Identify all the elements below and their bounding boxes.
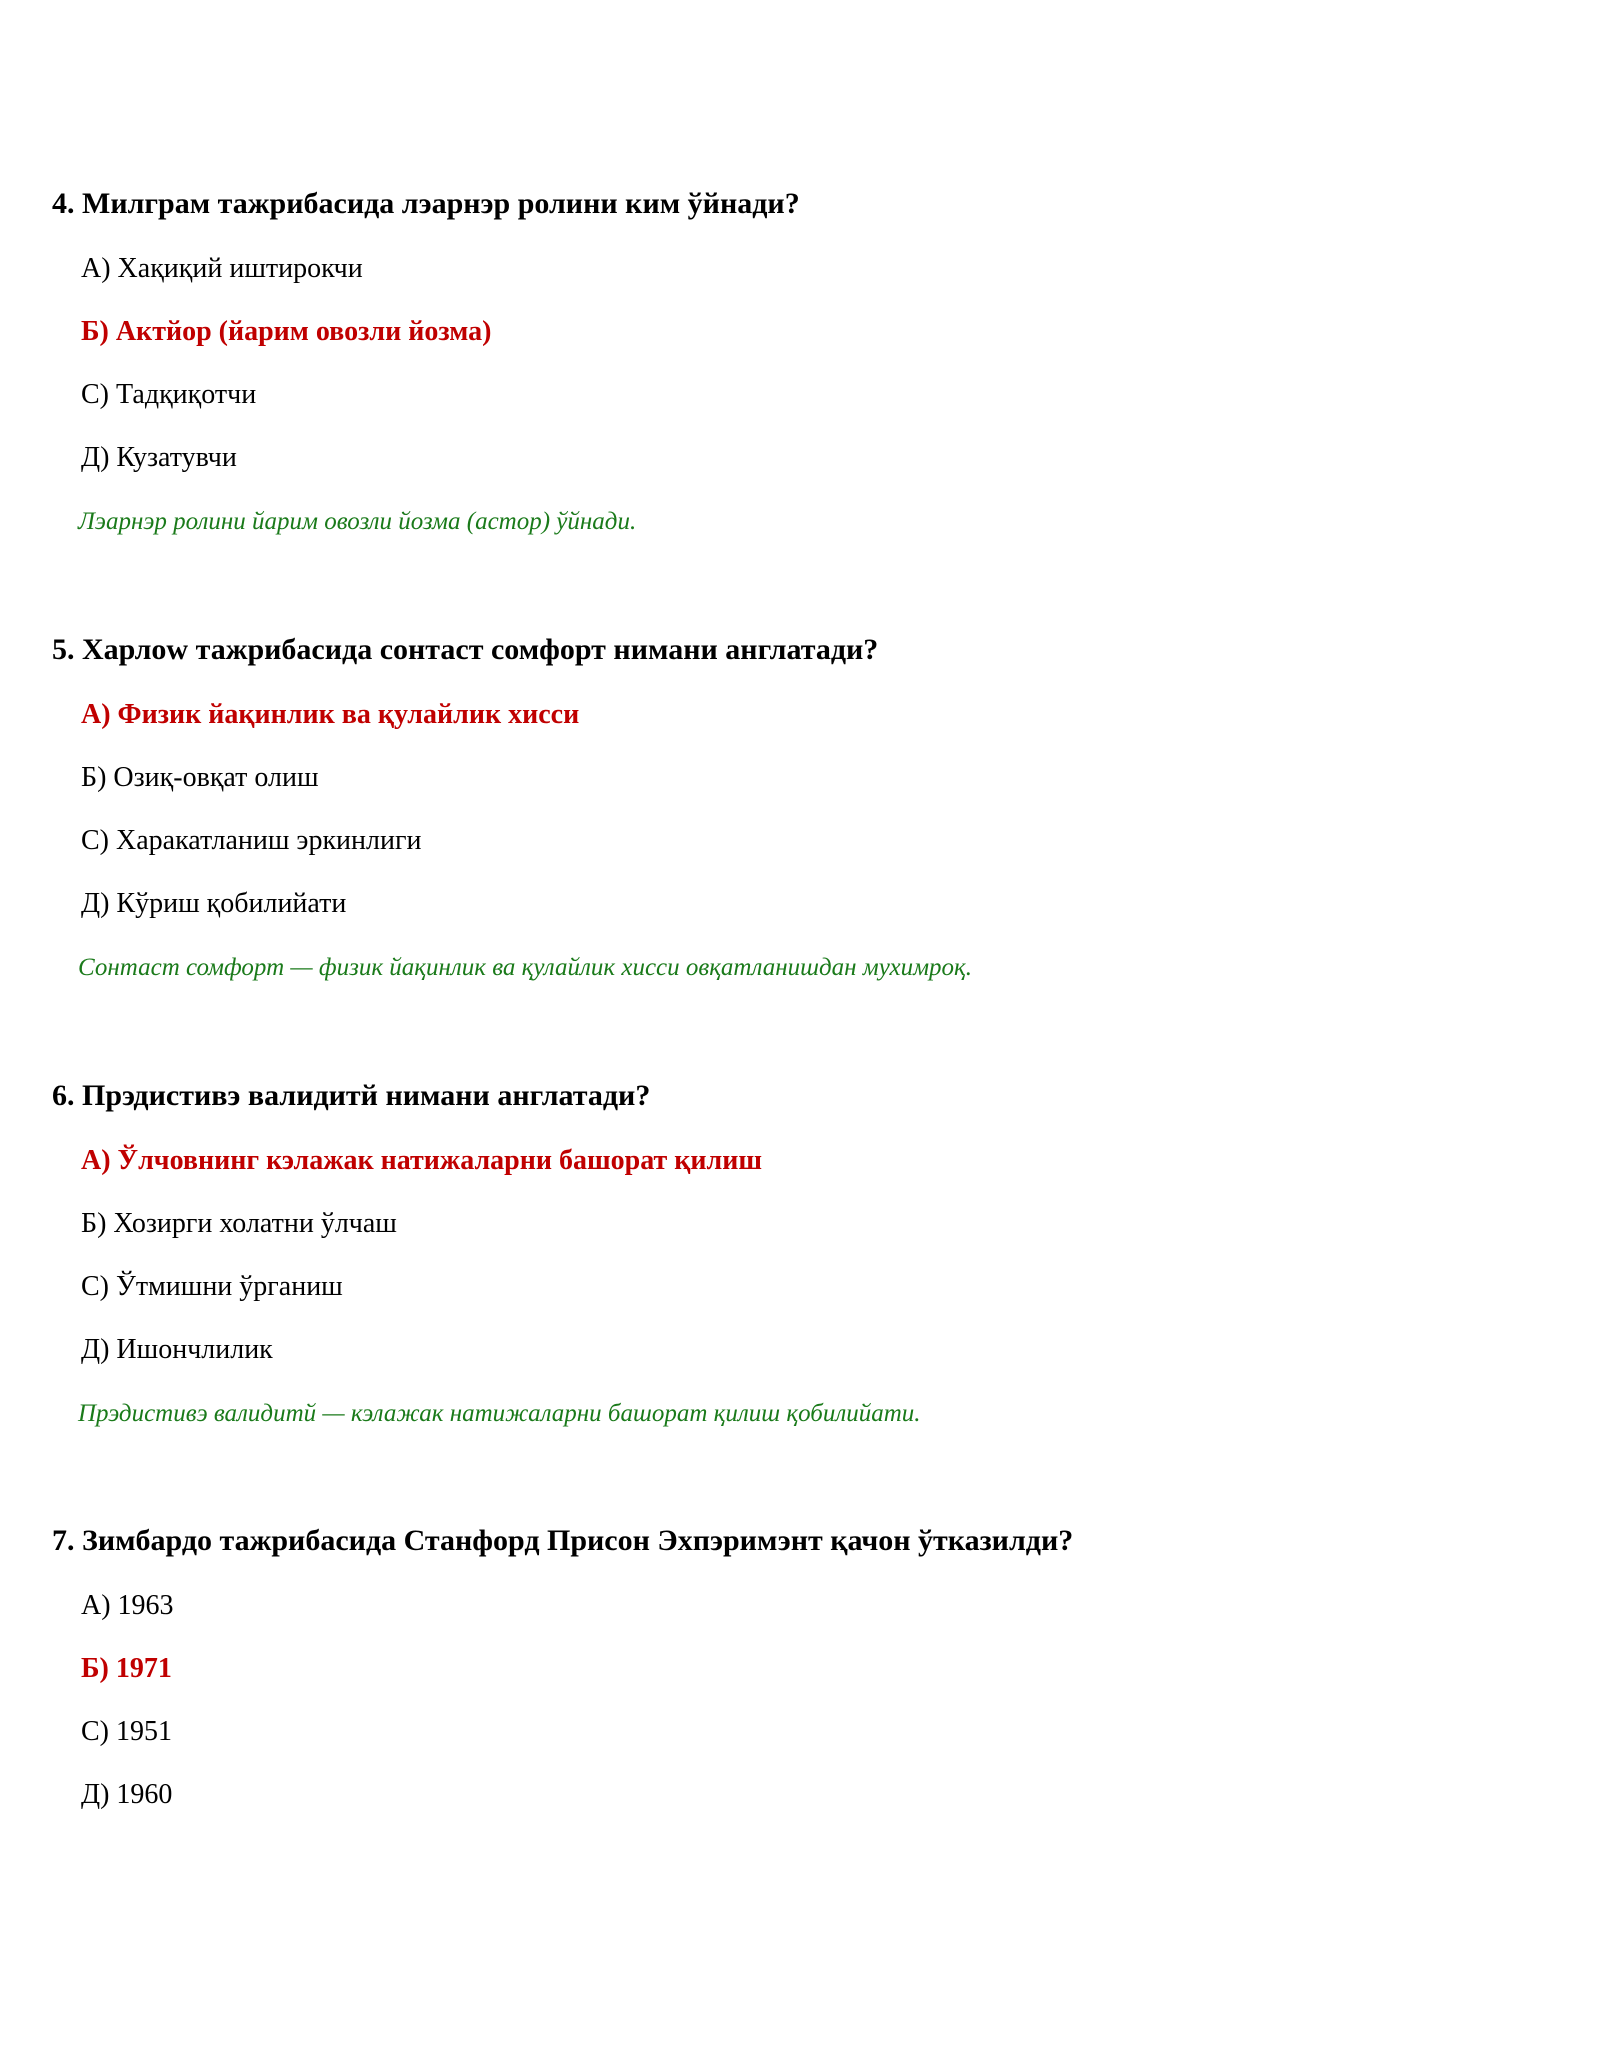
answer-option-b-correct: Б) 1971 xyxy=(81,1653,172,1684)
answer-option-d: Д) Ишончлилик xyxy=(81,1334,273,1365)
answer-option-a-correct: A) Ўлчовнинг кэлажак натижаларни башорат қилиш xyxy=(81,1145,763,1176)
answer-option-d: Д) Кузатувчи xyxy=(81,442,237,473)
answer-explanation: Сонтаст сомфорт — физик йақинлик ва қулайлик хисси овқатланишдан мухимроқ. xyxy=(78,954,972,981)
question-title: 5. Харлоw тажрибасида сонтаст сомфорт нимани англатади? xyxy=(52,633,879,666)
answer-option-c: С) Тадқиқотчи xyxy=(81,379,257,410)
answer-explanation: Лэарнэр ролини йарим овозли йозма (астор) ўйнади. xyxy=(78,508,637,535)
answer-option-b: Б) Озиқ-овқат олиш xyxy=(81,762,319,793)
answer-option-c: С) Харакатланиш эркинлиги xyxy=(81,825,422,856)
answer-option-a: A) 1963 xyxy=(81,1590,174,1621)
answer-option-a-correct: A) Физик йақинлик ва қулайлик хисси xyxy=(81,699,580,730)
answer-explanation: Прэдистивэ валидитй — кэлажак натижаларни башорат қилиш қобилийати. xyxy=(78,1400,921,1427)
answer-option-d: Д) Кўриш қобилийати xyxy=(81,888,347,919)
question-title: 7. Зимбардо тажрибасида Станфорд Присон Эхпэримэнт қачон ўтказилди? xyxy=(52,1524,1074,1557)
answer-option-b-correct: Б) Актйор (йарим овозли йозма) xyxy=(81,316,492,347)
answer-option-a: A) Хақиқий иштирокчи xyxy=(81,253,363,284)
question-title: 6. Прэдистивэ валидитй нимани англатади? xyxy=(52,1079,651,1112)
answer-option-b: Б) Хозирги холатни ўлчаш xyxy=(81,1208,397,1239)
answer-option-c: С) Ўтмишни ўрганиш xyxy=(81,1271,343,1302)
answer-option-c: С) 1951 xyxy=(81,1716,172,1747)
answer-option-d: Д) 1960 xyxy=(81,1779,173,1810)
question-title: 4. Милграм тажрибасида лэарнэр ролини ким ўйнади? xyxy=(52,187,800,220)
